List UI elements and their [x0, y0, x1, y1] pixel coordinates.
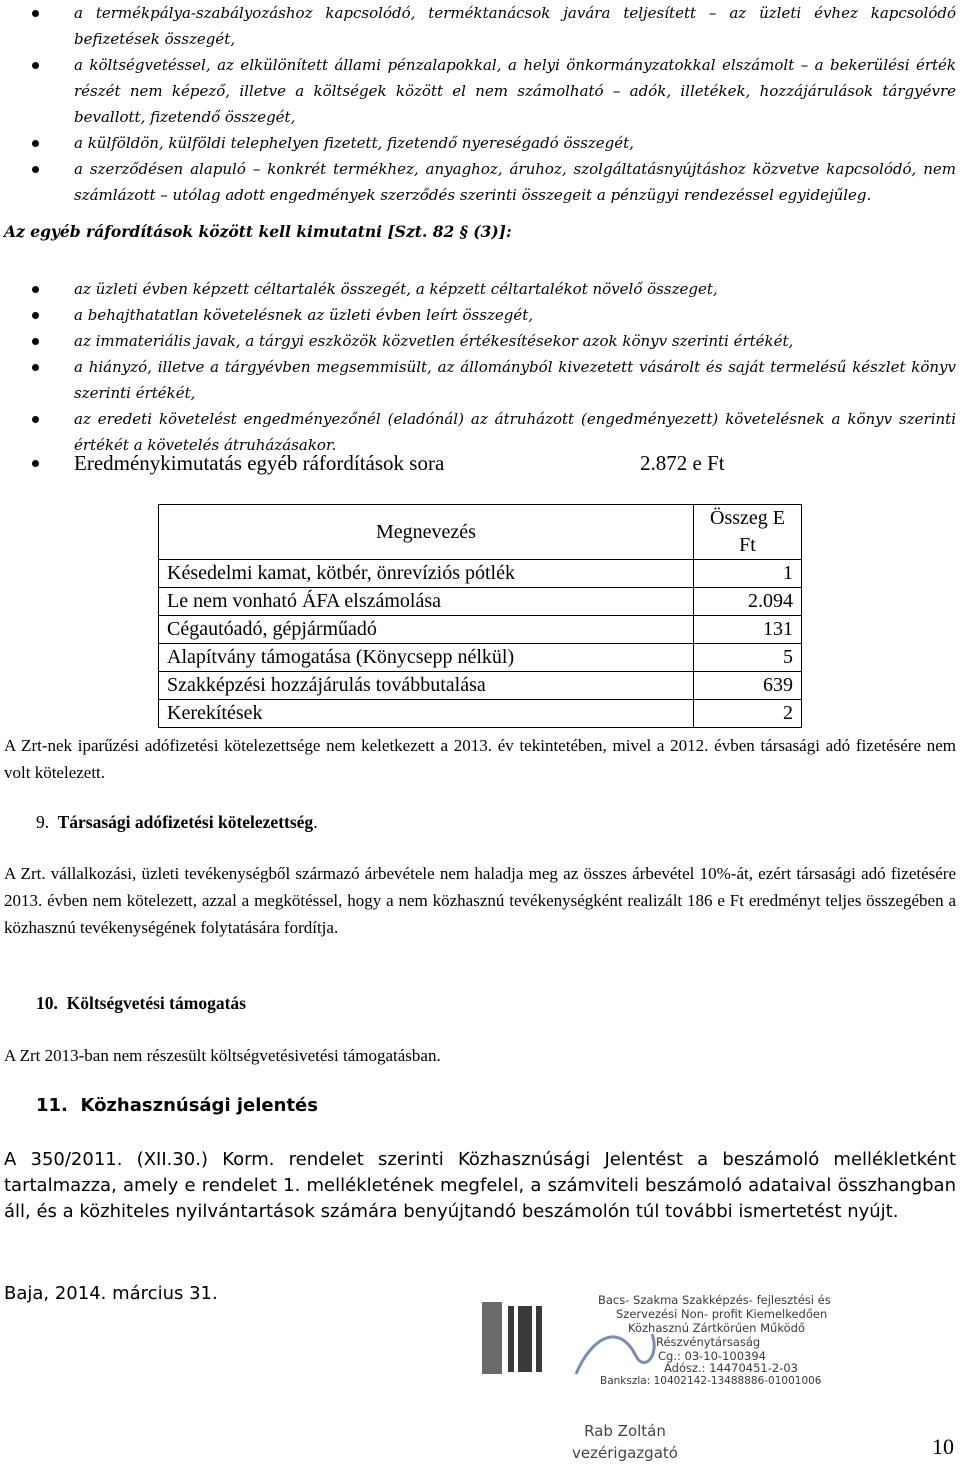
- list-item: a költségvetéssel, az elkülönített állami pénzalapokkal, a helyi önkormányzatokkal elszámolt – a bekerülési érték részét nem képező, illetve a költségek között el nem számolható – adók, illetékek, hozzájárulások tárgyévre bevallott, fizetendő összegét,: [0, 52, 960, 130]
- stamp-line: Bankszla: 10402142-13488886-01001006: [600, 1375, 822, 1386]
- table-row: [159, 616, 802, 644]
- section-heading-11: [36, 1095, 318, 1116]
- table-header-row: [159, 505, 802, 560]
- stamp-line: Közhasznú Zártkörűen Működő: [628, 1321, 805, 1335]
- bullet-list-koltsegek: [0, 0, 960, 208]
- stamp-line: Szervezési Non- profit Kiemelkedően: [616, 1307, 828, 1321]
- stamp-line: Cg.: 03-10-100394: [658, 1349, 766, 1363]
- signer-block: [545, 1420, 705, 1464]
- section-number: 10.: [36, 993, 58, 1013]
- section-title: Társasági adófizetési kötelezettség: [57, 812, 314, 832]
- table-cell: 5: [694, 644, 802, 672]
- table-cell: 1: [694, 560, 802, 588]
- summary-label: Eredménykimutatás egyéb ráfordítások sora: [74, 451, 445, 475]
- section-heading-egyeb-raforditasok: Az egyéb ráfordítások között kell kimutatni [Szt. 82 § (3)]:: [4, 222, 512, 241]
- table-cell: Le nem vonható ÁFA elszámolása: [159, 588, 694, 616]
- summary-value: 2.872 e Ft: [640, 451, 725, 475]
- section-heading-10: [36, 993, 246, 1014]
- paragraph-tarsasagi-ado: A Zrt. vállalkozási, üzleti tevékenységből származó árbevétele nem haladja meg az összes árbevétel 10%-át, ezért társasági adó fizetésére 2013. évben nem kötelezett, azzal a megkötéssel, hogy a nem közhasznú tevékenységként realizált 186 e Ft eredményt teljes összegében a közhasznú tevékenységének folytatására fordítja.: [4, 864, 956, 937]
- stamp-line: Bacs- Szakma Szakképzés- fejlesztési és: [598, 1293, 831, 1307]
- table-cell: Szakképzési hozzájárulás továbbutalása: [159, 672, 694, 700]
- table-row: [159, 700, 802, 728]
- page-number: 10: [932, 1434, 954, 1459]
- table-row: [159, 644, 802, 672]
- section-number: 9.: [36, 812, 50, 832]
- list-item: a külföldön, külföldi telephelyen fizetett, fizetendő nyereségadó összegét,: [0, 130, 960, 156]
- signer-name: Rab Zoltán: [584, 1422, 666, 1440]
- section-title-dot: .: [313, 812, 318, 832]
- bullet-list-egyeb-raforditasok: [0, 276, 960, 458]
- table-cell: Alapítvány támogatása (Könycsepp nélkül): [159, 644, 694, 672]
- raforditasok-table: [158, 504, 802, 728]
- list-item: az immateriális javak, a tárgyi eszközök közvetlen értékesítésekor azok könyv szerinti értékét,: [0, 328, 960, 354]
- list-item: a termékpálya-szabályozáshoz kapcsolódó, terméktanácsok javára teljesített – az üzleti évhez kapcsolódó befizetések összegét,: [0, 0, 960, 52]
- paragraph-koltsegvetesi-tamogatas: A Zrt 2013-ban nem részesült költségvetésivetési támogatásban.: [4, 1046, 441, 1065]
- stamp-line: Részvénytársaság: [656, 1335, 761, 1349]
- table-cell: 2.094: [694, 588, 802, 616]
- list-item: a szerződésen alapuló – konkrét termékhez, anyaghoz, áruhoz, szolgáltatásnyújtáshoz közvetve kapcsolódó, nem számlázott – utólag adott engedmények szerződés szerinti összegeit a pénzügyi rendezéssel egyidejűleg.: [0, 156, 960, 208]
- stamp-line: Adósz.: 14470451-2-03: [664, 1361, 798, 1375]
- section-heading-9: [36, 812, 318, 833]
- list-item: az üzleti évben képzett céltartalék összegét, a képzett céltartalékot növelő összeget,: [0, 276, 960, 302]
- column-header: Megnevezés: [159, 505, 694, 560]
- table-row: [159, 672, 802, 700]
- table-cell: 131: [694, 616, 802, 644]
- section-title: Költségvetési támogatás: [66, 993, 246, 1013]
- list-item: az eredeti követelést engedményezőnél (eladónál) az átruházott (engedményezett) követelésnek a könyv szerinti értékét a követelés átruházásakor.: [0, 406, 960, 458]
- paragraph-iparuzesi: A Zrt-nek iparűzési adófizetési kötelezettsége nem keletkezett a 2013. év tekintetében, mivel a 2012. évben társasági adó fizetésére nem volt kötelezett.: [4, 736, 956, 782]
- signer-title: vezérigazgató: [572, 1444, 678, 1462]
- table-row: [159, 560, 802, 588]
- paragraph-kozhasznusagi-jelentes: A 350/2011. (XII.30.) Korm. rendelet szerinti Közhasznúsági Jelentést a beszámoló mellékletként tartalmazza, amely e rendelet 1. mellékletének megfelel, a számviteli beszámoló adataival összhangban áll, és a közhiteles nyilvántartások számára benyújtandó beszámolón túl további ismertetést nyújt.: [4, 1149, 956, 1222]
- table-cell: Késedelmi kamat, kötbér, önrevíziós pótlék: [159, 560, 694, 588]
- place-and-date: Baja, 2014. március 31.: [4, 1283, 218, 1304]
- list-item: a behajthatatlan követelésnek az üzleti évben leírt összegét,: [0, 302, 960, 328]
- table-cell: 639: [694, 672, 802, 700]
- table-cell: Kerekítések: [159, 700, 694, 728]
- column-header: Összeg E Ft: [694, 505, 802, 560]
- section-title: Közhasznúsági jelentés: [80, 1095, 318, 1116]
- table-cell: Cégautóadó, gépjárműadó: [159, 616, 694, 644]
- list-item: a hiányzó, illetve a tárgyévben megsemmisült, az állományból kivezetett vásárolt és saját termelésű készlet könyv szerinti értékét,: [0, 354, 960, 406]
- table-cell: 2: [694, 700, 802, 728]
- company-stamp: [478, 1290, 948, 1386]
- section-number: 11.: [36, 1095, 68, 1116]
- table-row: [159, 588, 802, 616]
